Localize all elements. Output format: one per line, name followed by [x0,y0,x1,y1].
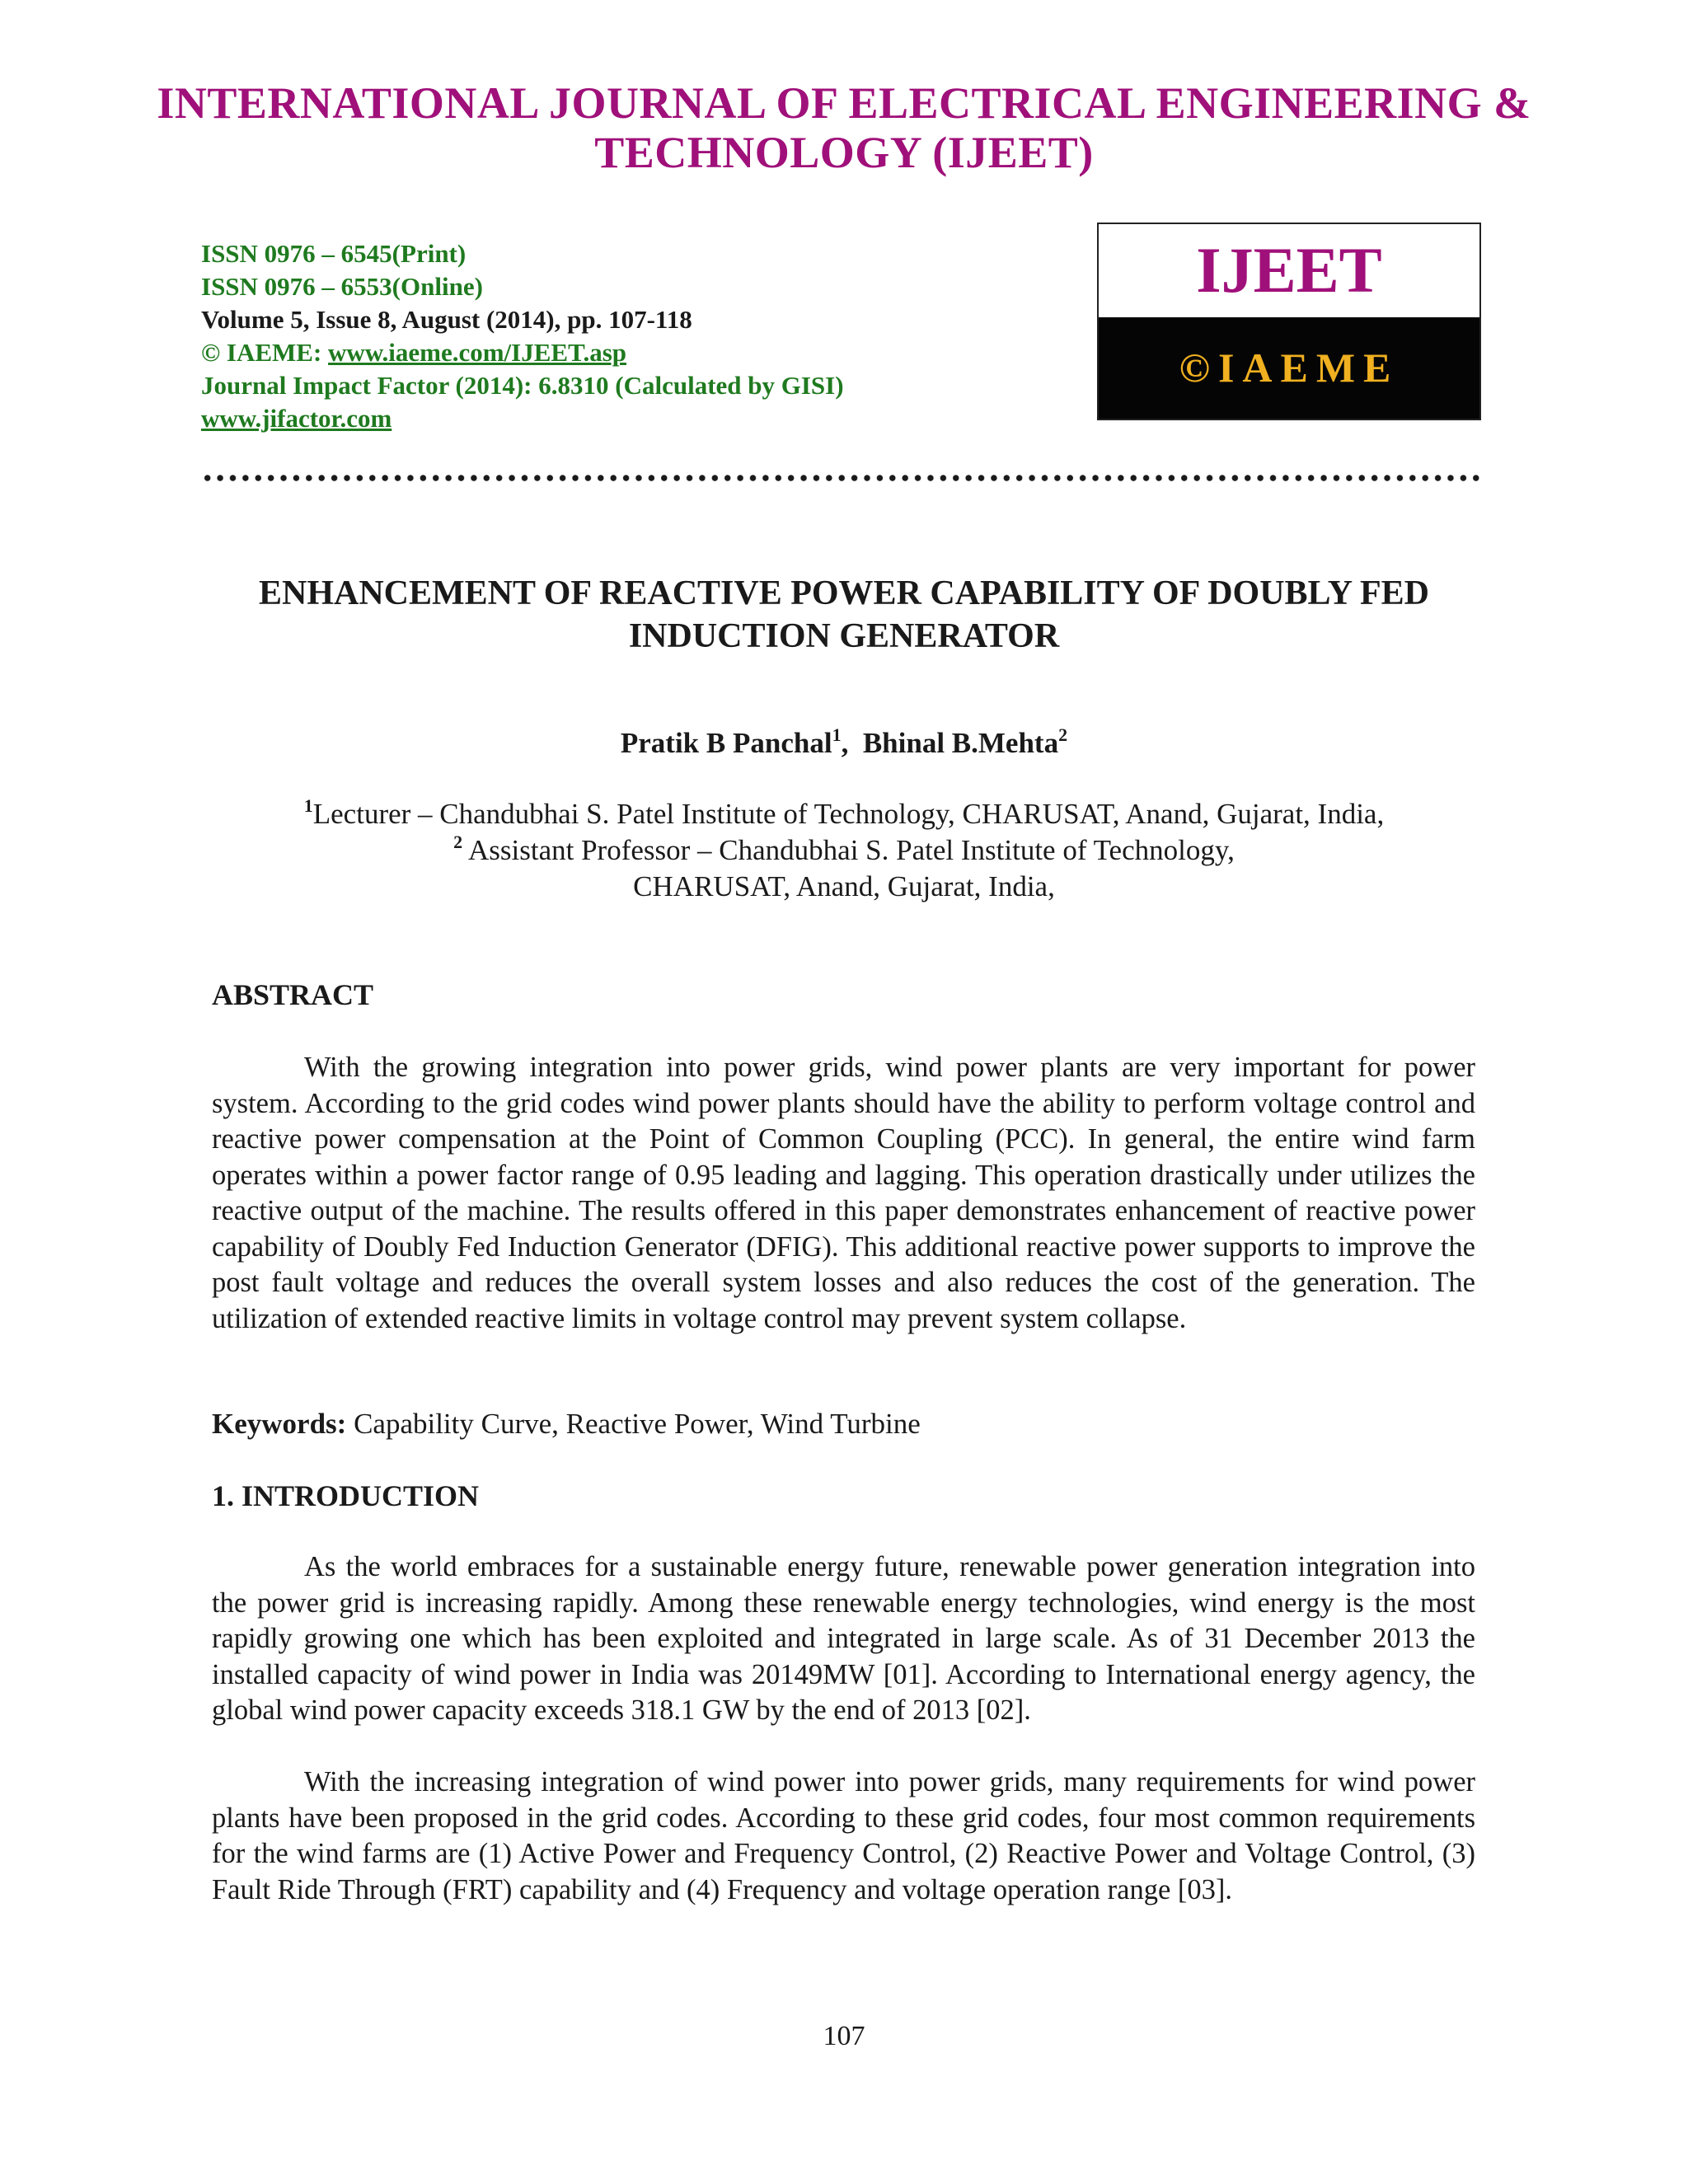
impact-factor: Journal Impact Factor (2014): 6.8310 (Calculated by GISI) [201,371,844,400]
author-1: Pratik B Panchal [620,727,832,759]
paper-title [0,572,1688,658]
author-2-sup: 2 [1058,724,1068,745]
introduction-paragraph-1: As the world embraces for a sustainable energy future, renewable power generation integration into the power grid is increasing rapidly. Among these renewable energy technologies, wind energy is the most rapidly growing one which has been exploited and integrated in large scale. As of 31 December 2013 the installed capacity of wind power in India was 20149MW [01]. According to International energy agency, the global wind power capacity exceeds 318.1 GW by the end of 2013 [02]. [212,1551,1475,1726]
affiliation-1-text: Lecturer – Chandubhai S. Patel Institute of Technology, CHARUSAT, Anand, Gujarat, India, [312,798,1385,830]
journal-metadata [201,237,844,435]
introduction-paragraph-2: With the increasing integration of wind power into power grids, many requirements for wind power plants have been proposed in the grid codes. According to these grid codes, four most common requirements for the wind farms are (1) Active Power and Frequency Control, (2) Reactive Power and Voltage Control, (3) Fault Ride Through (FRT) capability and (4) Frequency and voltage operation range [03]. [212,1766,1475,1905]
affiliation-2-text: Assistant Professor – Chandubhai S. Patel Institute of Technology, [462,834,1235,866]
affiliation-3: CHARUSAT, Anand, Gujarat, India, [633,870,1055,902]
publisher-line [201,336,844,369]
issn-print: ISSN 0976 – 6545(Print) [201,239,467,268]
journal-title-line2: TECHNOLOGY (IJEET) [594,128,1094,177]
keywords-label: Keywords: [212,1408,347,1440]
journal-logo [1097,223,1481,420]
logo-title: IJEET [1196,234,1382,306]
jifactor-link[interactable]: www.jifactor.com [201,404,392,433]
author-1-sup: 1 [832,724,842,745]
affiliation-1 [0,796,1688,832]
volume-info: Volume 5, Issue 8, August (2014), pp. 107-118 [201,305,692,334]
keywords [212,1406,921,1442]
affiliation-2 [0,832,1688,869]
publisher-prefix: © IAEME: [201,338,329,367]
affiliation-1-sup: 1 [303,795,313,816]
journal-title-line1: INTERNATIONAL JOURNAL OF ELECTRICAL ENGINEERING & [157,78,1531,128]
paper-title-line1: ENHANCEMENT OF REACTIVE POWER CAPABILITY OF DOUBLY FED [259,574,1429,612]
keywords-text: Capability Curve, Reactive Power, Wind Turbine [346,1408,921,1440]
journal-title [0,78,1688,177]
author-separator: , [841,727,863,759]
introduction-heading: 1. INTRODUCTION [212,1479,480,1512]
author-2: Bhinal B.Mehta [862,727,1059,759]
dotted-divider [201,474,1485,482]
abstract-text: With the growing integration into power grids, wind power plants are very important for power system. According to the grid codes wind power plants should have the ability to perform voltage control and reactive power compensation at the Point of Common Coupling (PCC). In general, the entire wind farm operates within a power factor range of 0.95 leading and lagging. This operation drastically under utilizes the reactive output of the machine. The results offered in this paper demonstrates enhancement of reactive power capability of Doubly Fed Induction Generator (DFIG). This additional reactive power supports to improve the post fault voltage and reduces the overall system losses and also reduces the cost of the generation. The utilization of extended reactive limits in voltage control may prevent system collapse. [212,1052,1475,1334]
logo-publisher: ©IAEME [1099,317,1479,419]
paper-title-line2: INDUCTION GENERATOR [628,617,1060,655]
affiliations [0,796,1688,905]
page-number: 107 [823,2021,865,2051]
publisher-link[interactable]: www.iaeme.com/IJEET.asp [328,338,626,367]
abstract-heading: ABSTRACT [212,978,374,1011]
authors [0,725,1688,762]
issn-online: ISSN 0976 – 6553(Online) [201,272,483,301]
affiliation-2-sup: 2 [453,832,463,852]
